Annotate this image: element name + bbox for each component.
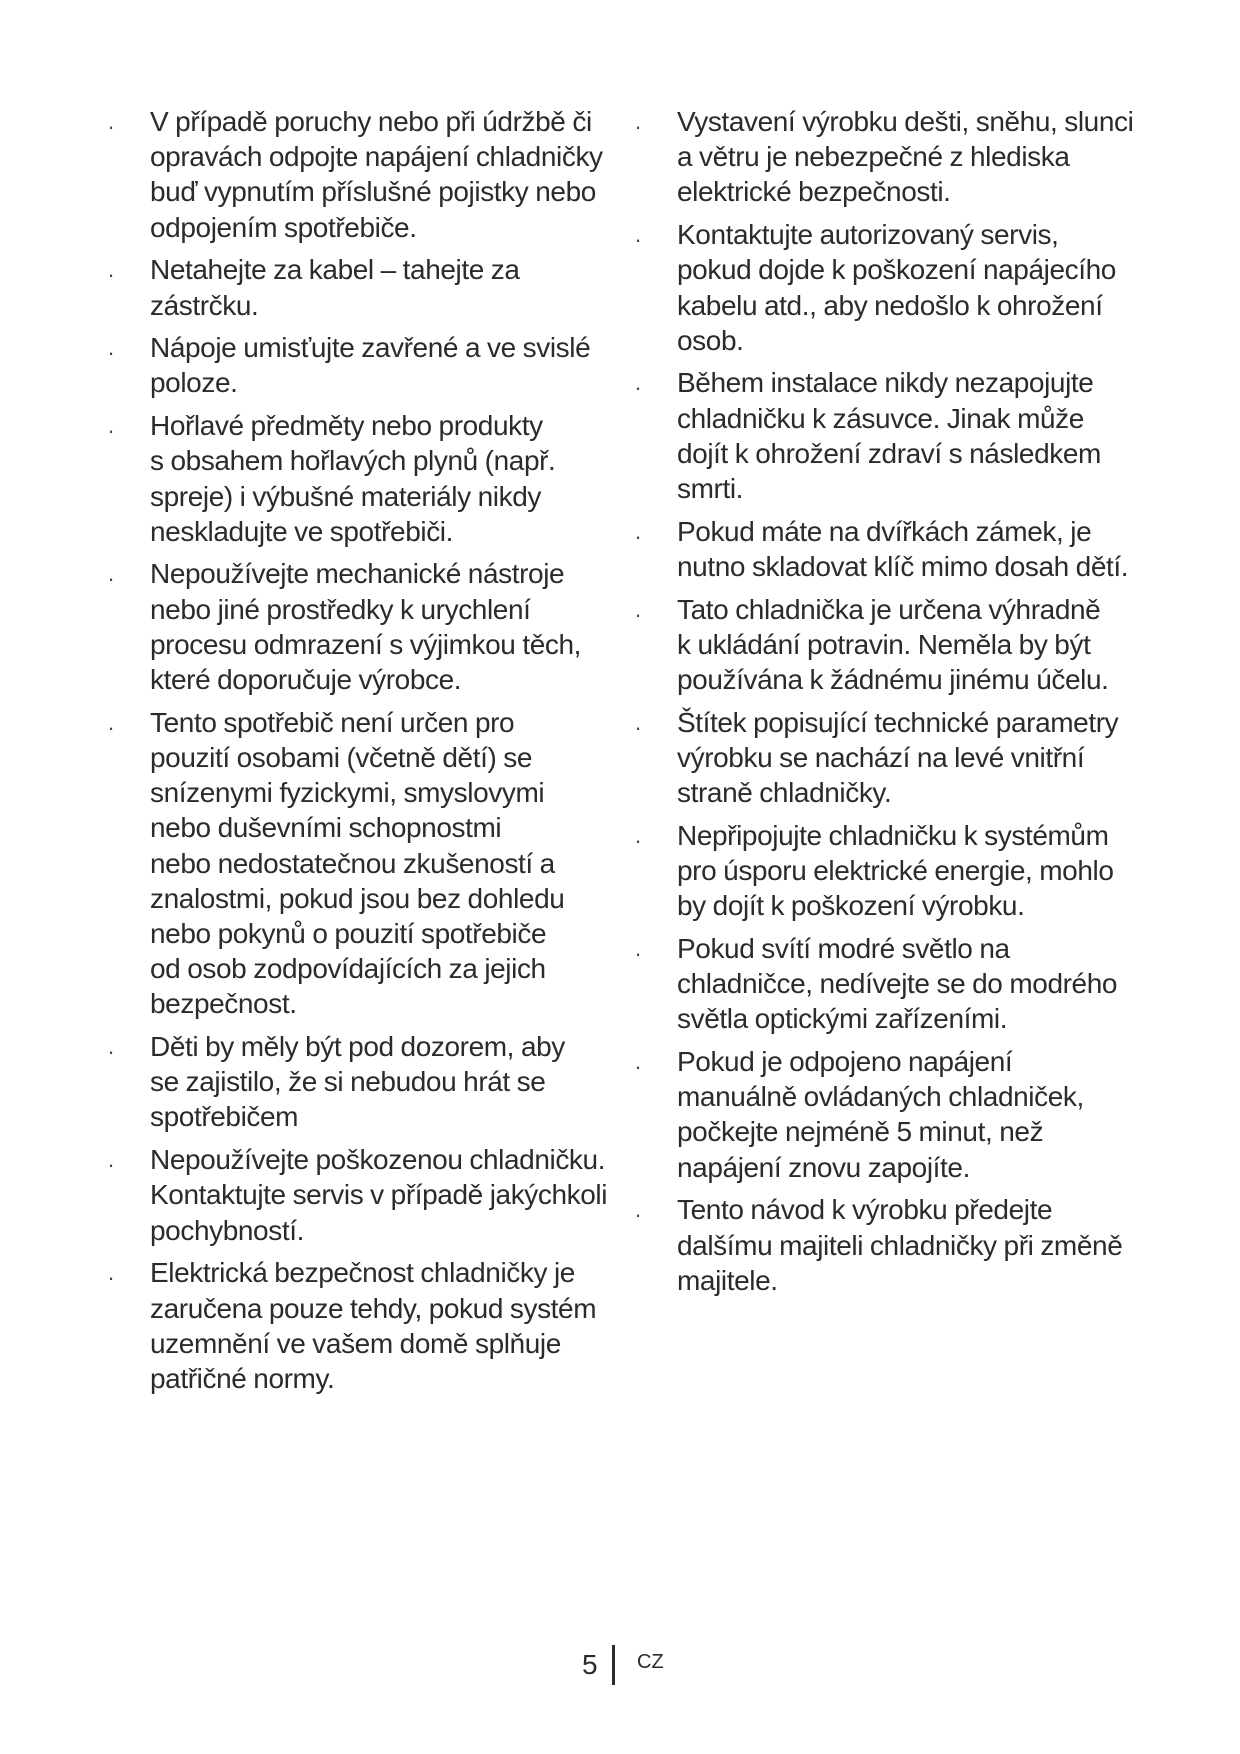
- list-item: [100, 556, 620, 697]
- bullet: .: [108, 257, 114, 283]
- list-item-text: Kontaktujte autorizovaný servis, pokud dojde k poškození napájecího kabelu atd., aby nedošlo k ohrožení osob.: [677, 219, 1116, 356]
- list-item: [100, 1142, 620, 1248]
- list-item-text: Tato chladnička je určena výhradně k ukládání potravin. Neměla by být používána k žádnému jinému účelu.: [677, 593, 1109, 696]
- list-item: [627, 514, 1147, 584]
- list-item: [100, 705, 620, 1022]
- list-item: [100, 252, 620, 322]
- list-item: [627, 592, 1147, 698]
- list-item: [627, 931, 1147, 1037]
- list-item: [100, 408, 620, 549]
- bullet: .: [635, 222, 641, 248]
- list-item: [627, 217, 1147, 358]
- list-item-text: Děti by měly být pod dozorem, aby se zajistilo, že si nebudou hrát se spotřebičem: [150, 1031, 565, 1133]
- bullet: .: [635, 1049, 641, 1075]
- page-number: 5: [582, 1649, 598, 1680]
- list-item-text: Vystavení výrobku dešti, sněhu, slunci a větru je nebezpečné z hlediska elektrické bezpečnosti.: [677, 106, 1134, 208]
- left-column: [100, 104, 620, 1404]
- page-footer: [0, 1645, 1240, 1695]
- language-code: CZ: [637, 1651, 664, 1673]
- list-item: [627, 1044, 1147, 1185]
- right-column: [627, 104, 1147, 1306]
- list-item-text: Netahejte za kabel – tahejte za zástrčku.: [150, 254, 520, 321]
- list-item: [100, 330, 620, 400]
- bullet: .: [108, 1260, 114, 1286]
- list-item: [627, 1192, 1147, 1298]
- list-item-text: Tento spotřebič není určen pro pouzití osobami (včetně dětí) se snízenymi fyzickymi, smyslovymi nebo duševními schopnostmi nebo nedostatečnou zkušeností a znalostmi, pokud jsou bez dohledu nebo pokynů o pouzití spotřebiče od osob zodpovídajících za jejich bezpečnost.: [150, 706, 565, 1020]
- bullet: .: [635, 518, 641, 544]
- list-item: [100, 104, 620, 245]
- bullet: .: [108, 335, 114, 361]
- bullet: .: [108, 561, 114, 587]
- bullet: .: [108, 709, 114, 735]
- list-item-text: Elektrická bezpečnost chladničky je zaručena pouze tehdy, pokud systém uzemnění ve vašem domě splňuje patřičné normy.: [150, 1257, 597, 1394]
- bullet: .: [108, 413, 114, 439]
- list-item: [627, 365, 1147, 506]
- bullet: .: [108, 1147, 114, 1173]
- bullet: .: [635, 1197, 641, 1223]
- bullet: .: [635, 370, 641, 396]
- bullet: .: [108, 109, 114, 134]
- bullet: .: [108, 1034, 114, 1060]
- list-item: [100, 1029, 620, 1135]
- list-item: [627, 818, 1147, 924]
- list-item-text: Štítek popisující technické parametry výrobku se nachází na levé vnitřní straně chladničky.: [677, 706, 1119, 809]
- footer-divider: [612, 1645, 615, 1685]
- list-item-text: Hořlavé předměty nebo produkty s obsahem hořlavých plynů (např. spreje) i výbušné materiály nikdy neskladujte ve spotřebiči.: [150, 410, 556, 547]
- list-item-text: Tento návod k výrobku předejte dalšímu majiteli chladničky při změně majitele.: [677, 1194, 1123, 1296]
- list-item-text: Nepoužívejte mechanické nástroje nebo jiné prostředky k urychlení procesu odmrazení s výjimkou těch, které doporučuje výrobce.: [150, 558, 582, 696]
- bullet: .: [635, 596, 641, 622]
- list-item: [627, 705, 1147, 811]
- list-item: [100, 1255, 620, 1396]
- list-item-text: Pokud máte na dvířkách zámek, je nutno skladovat klíč mimo dosah dětí.: [677, 515, 1129, 582]
- list-item-text: Během instalace nikdy nezapojujte chladničku k zásuvce. Jinak může dojít k ohrožení zdraví s následkem smrti.: [677, 367, 1101, 505]
- bullet: .: [635, 109, 641, 134]
- list-item-text: Nepřipojujte chladničku k systémům pro úsporu elektrické energie, mohlo by dojít k poškození výrobku.: [677, 819, 1114, 922]
- list-item: [627, 104, 1147, 210]
- list-item-text: V případě poruchy nebo při údržbě či opravách odpojte napájení chladničky buď vypnutím příslušné pojistky nebo odpojením spotřebiče.: [150, 106, 603, 243]
- list-item-text: Pokud svítí modré světlo na chladničce, nedívejte se do modrého světla optickými zařízeními.: [677, 932, 1118, 1035]
- bullet: .: [635, 709, 641, 735]
- list-item-text: Nápoje umisťujte zavřené a ve svislé poloze.: [150, 332, 591, 399]
- bullet: .: [635, 822, 641, 848]
- list-item-text: Pokud je odpojeno napájení manuálně ovládaných chladniček, počkejte nejméně 5 minut, než napájení znovu zapojíte.: [677, 1046, 1084, 1183]
- bullet: .: [635, 935, 641, 961]
- list-item-text: Nepoužívejte poškozenou chladničku. Kontaktujte servis v případě jakýchkoli pochybností.: [150, 1144, 608, 1246]
